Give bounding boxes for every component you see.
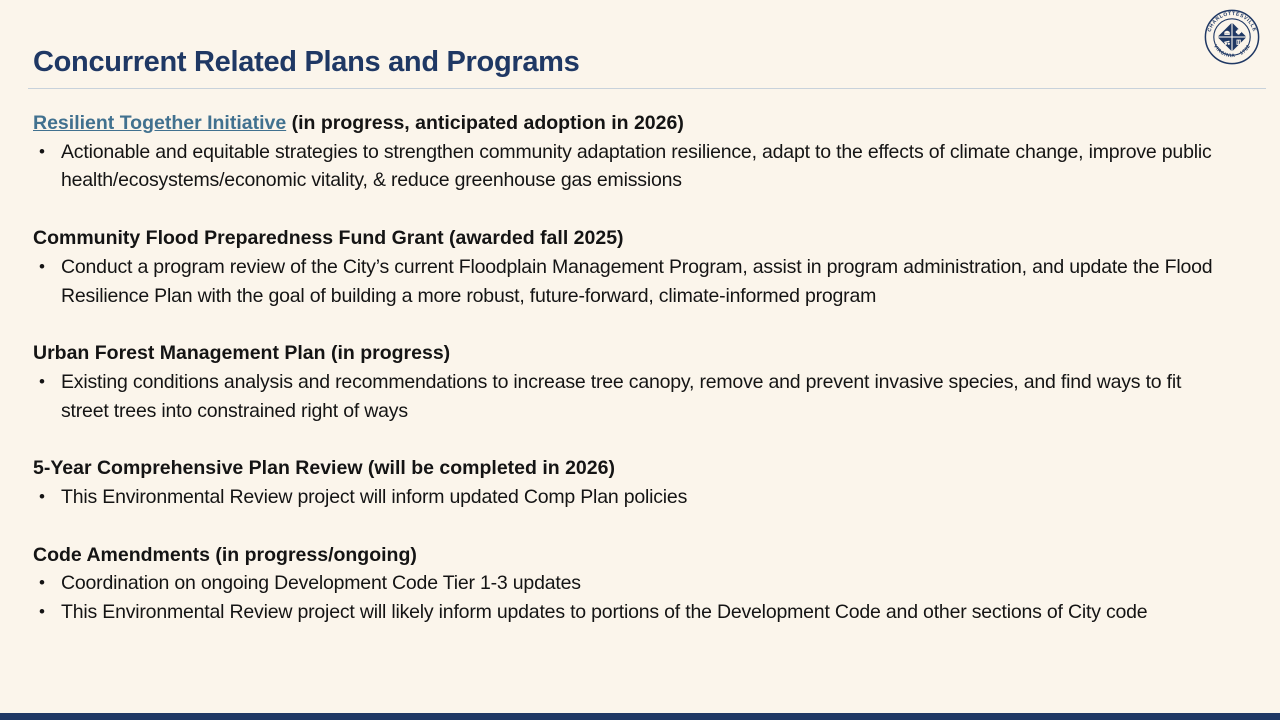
section [33, 454, 1222, 511]
title-divider [28, 88, 1266, 89]
sections [33, 109, 1222, 656]
section-heading [33, 224, 1222, 253]
bullet-item: • Conduct a program review of the City’s current Floodplain Management Program, assist in program administration, and update the Flood Resilience Plan with the goal of building a more robust, future-forward, climate-informed program [33, 253, 1222, 310]
section-heading-text: 5-Year Comprehensive Plan Review (will be completed in 2026) [33, 457, 615, 480]
section-heading-text: Community Flood Preparedness Fund Grant (awarded fall 2025) [33, 227, 624, 250]
bullet-item: • Coordination on ongoing Development Code Tier 1-3 updates [33, 569, 1222, 598]
section-heading-link[interactable]: Resilient Together Initiative [33, 112, 287, 134]
section-heading [33, 339, 1222, 368]
section-heading [33, 541, 1222, 570]
bottom-accent-bar [0, 713, 1280, 720]
city-seal-logo [1204, 9, 1260, 65]
bullet-list [33, 368, 1222, 425]
section [33, 541, 1222, 627]
section-heading [33, 109, 1222, 138]
section-heading-text: Code Amendments (in progress/ongoing) [33, 543, 417, 566]
section [33, 224, 1222, 310]
section [33, 339, 1222, 425]
bullet-item: • Existing conditions analysis and recommendations to increase tree canopy, remove and prevent invasive species, and find ways to fit street trees into constrained right of ways [33, 368, 1222, 425]
section-heading-text: (in progress, anticipated adoption in 2026) [286, 112, 684, 134]
bullet-item: • This Environmental Review project will likely inform updates to portions of the Development Code and other sections of City code [33, 598, 1222, 627]
page-title: Concurrent Related Plans and Programs [33, 46, 580, 78]
seal-text-top: CHARLOTTESVILLE [1206, 11, 1258, 33]
bullet-list [33, 138, 1222, 195]
seal-diamond-icon [1217, 22, 1247, 52]
section-heading [33, 454, 1222, 483]
bullet-item: • This Environmental Review project will inform updated Comp Plan policies [33, 483, 1222, 512]
bullet-list [33, 253, 1222, 310]
section-heading-text: Urban Forest Management Plan (in progress) [33, 342, 451, 365]
section [33, 109, 1222, 195]
seal-building-icon [1236, 40, 1240, 45]
seal-text-bottom: VIRGINIA · 1762 [1212, 44, 1252, 60]
bullet-list [33, 569, 1222, 626]
bullet-list [33, 483, 1222, 512]
bullet-item: • Actionable and equitable strategies to strengthen community adaptation resilience, adapt to the effects of climate change, improve public health/ecosystems/economic vitality, & reduce greenhouse gas emissions [33, 138, 1222, 195]
